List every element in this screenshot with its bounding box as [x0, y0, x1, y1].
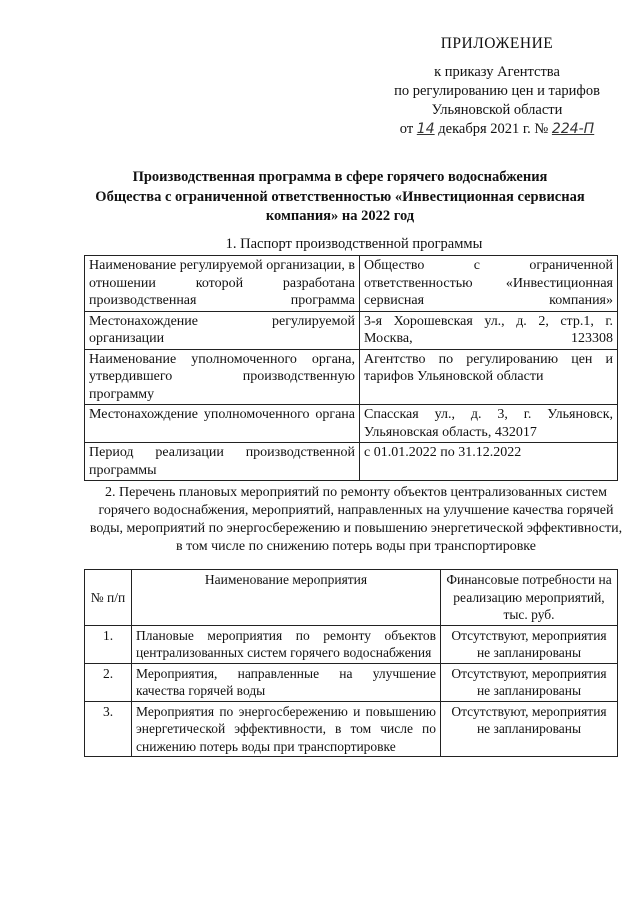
row-name: Мероприятия, направленные на улучшение качества горячей воды	[132, 663, 441, 701]
row-num: 3.	[85, 701, 132, 757]
table-row	[85, 311, 618, 349]
passport-value: с 01.01.2022 по 31.12.2022	[360, 443, 618, 481]
appendix-line-2: по регулированию цен и тарифов	[394, 83, 600, 99]
passport-value: Общество с ограниченной ответственностью «Инвестиционная сервисная компания»	[360, 256, 618, 312]
passport-value: 3-я Хорошевская ул., д. 2, стр.1, г. Москва, 123308	[360, 311, 618, 349]
passport-label: Период реализации производственной программы	[85, 443, 360, 481]
table-header-row	[85, 570, 618, 626]
appendix-line-1: к приказу Агентства	[434, 64, 560, 80]
row-finance: Отсутствуют, мероприятия не запланированы	[441, 625, 618, 663]
table-row	[85, 349, 618, 405]
measures-table	[84, 569, 618, 757]
header-num: № п/п	[85, 570, 132, 626]
appendix-block	[372, 34, 622, 139]
row-name: Мероприятия по энергосбережению и повышению энергетической эффективности, в том числе по снижению потерь воды при транспортировке	[132, 701, 441, 757]
row-name: Плановые мероприятия по ремонту объектов централизованных систем горячего водоснабжения	[132, 625, 441, 663]
table-row	[85, 405, 618, 443]
date-prefix: от	[399, 121, 414, 137]
section1-title: 1. Паспорт производственной программы	[225, 236, 483, 252]
handwritten-day: 14	[416, 121, 435, 137]
appendix-heading: ПРИЛОЖЕНИЕ	[440, 35, 554, 52]
title-line-1: Производственная программа в сфере горячего водоснабжения	[132, 169, 548, 185]
appendix-line-3: Ульяновской области	[431, 102, 563, 118]
table-row	[85, 625, 618, 663]
table-row	[85, 701, 618, 757]
passport-label: Местонахождение регулируемой организации	[85, 311, 360, 349]
header-finance: Финансовые потребности на реализацию мероприятий, тыс. руб.	[441, 570, 618, 626]
table-row	[85, 663, 618, 701]
handwritten-order-number: 224-П	[551, 121, 595, 137]
date-rest: декабря 2021 г. №	[438, 121, 549, 137]
passport-value: Агентство по регулированию цен и тарифов Ульяновской области	[360, 349, 618, 405]
table-row	[85, 256, 618, 312]
table-row	[85, 443, 618, 481]
passport-table	[84, 255, 618, 481]
passport-value: Спасская ул., д. 3, г. Ульяновск, Ульяновская область, 432017	[360, 405, 618, 443]
header-name: Наименование мероприятия	[132, 570, 441, 626]
row-finance: Отсутствуют, мероприятия не запланированы	[441, 663, 618, 701]
order-date-line	[372, 120, 622, 139]
title-line-2: Общества с ограниченной ответственностью «Инвестиционная сервисная	[95, 188, 585, 205]
passport-label: Наименование уполномоченного органа, утвердившего производственную программу	[85, 349, 360, 405]
document-title	[60, 168, 620, 227]
row-num: 2.	[85, 663, 132, 701]
title-line-3: компания» на 2022 год	[265, 208, 415, 224]
passport-label: Местонахождение уполномоченного органа	[85, 405, 360, 443]
passport-label: Наименование регулируемой организации, в отношении которой разработана производственная программа	[85, 256, 360, 312]
row-num: 1.	[85, 625, 132, 663]
row-finance: Отсутствуют, мероприятия не запланированы	[441, 701, 618, 757]
section2-title: 2. Перечень плановых мероприятий по ремонту объектов централизованных систем горячего водоснабжения, мероприятий, направленных на улучшение качества горячей воды, мероприятий по энергосбережению и повышению энергетической эффективности, в том числе по снижению потерь воды при транспортировке	[89, 485, 623, 554]
